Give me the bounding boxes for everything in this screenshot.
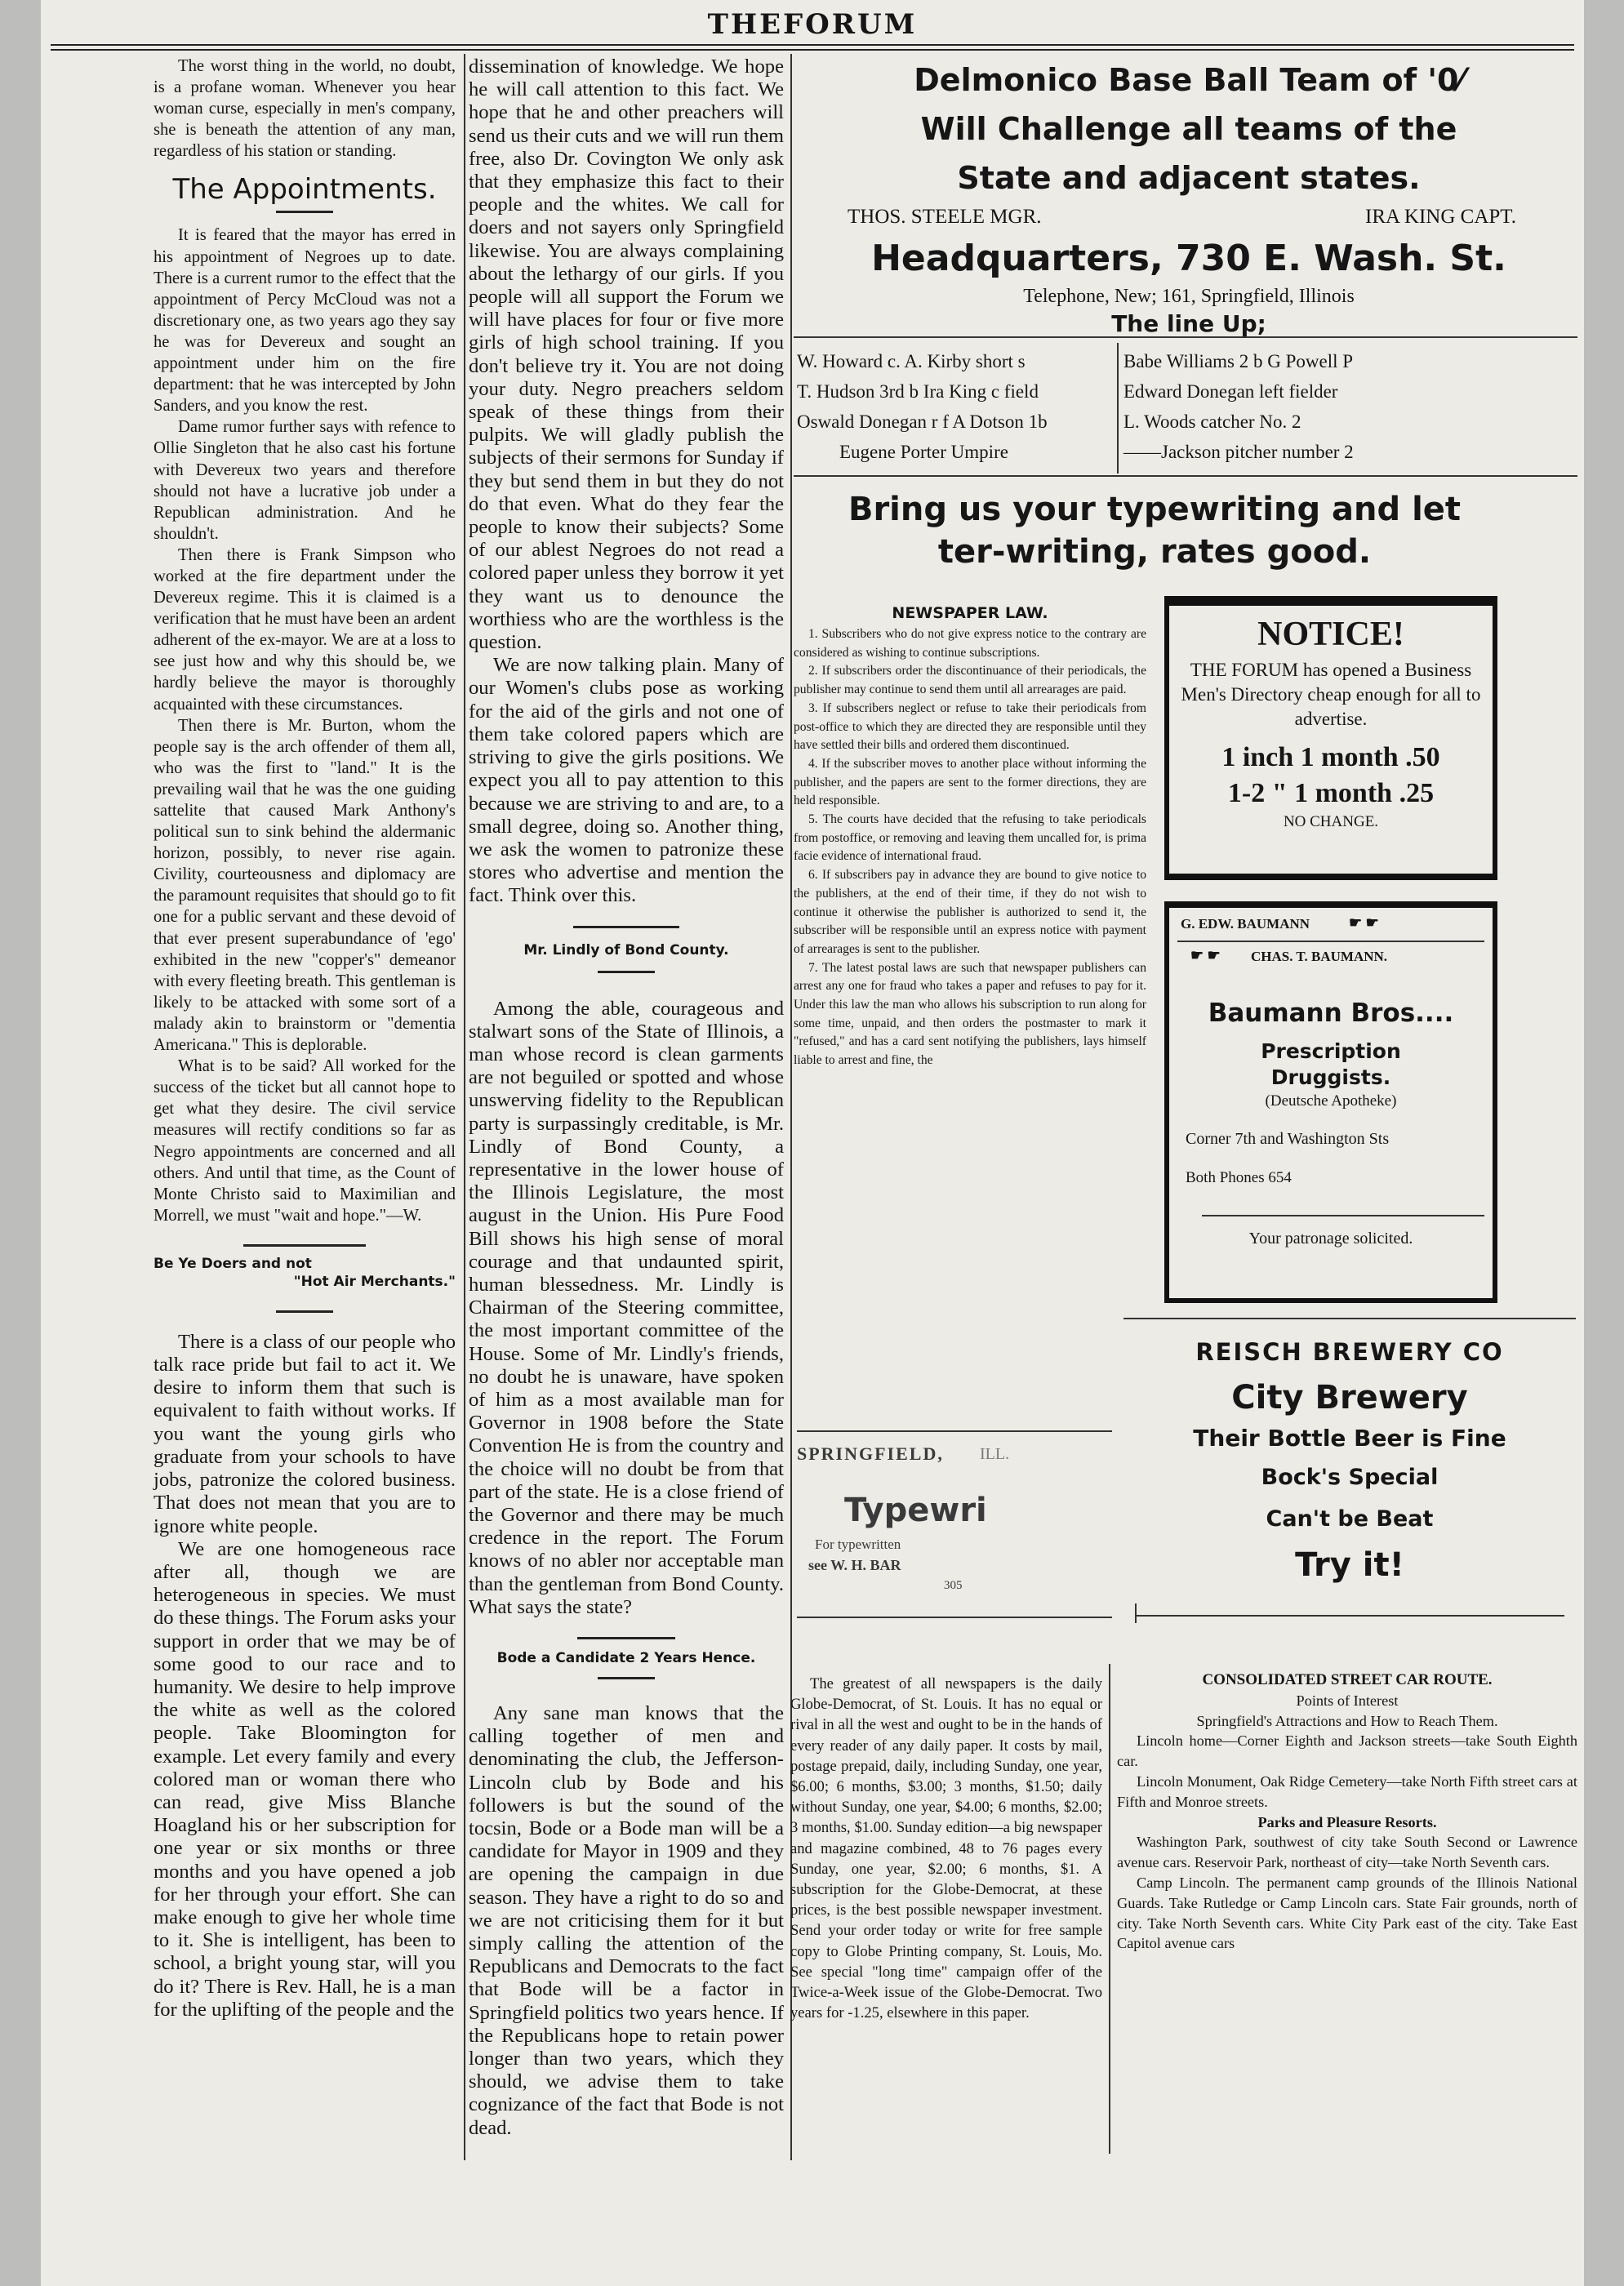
baumann-address: Corner 7th and Washington Sts [1186, 1130, 1390, 1148]
law-item: 6. If subscribers pay in advance they are bound to give notice to the publishers, at the end of their time, if they do not wish to continue it otherwise the publisher is authorized to send it, the subscriber will be responsible until an express notice with payment of arrearages is sent to the publisher. [794, 868, 1146, 956]
law-item: 7. The latest postal laws are such that newspaper publishers can arrest any one for fraud who takes a paper and refuses to pay for it. Under this law the man who allows his subscription to run along for some time, unpaid, and then orders the postmaster to mark it "refused," and has a card sent notifying the publishers, lays himself liable to arrest and fine, the [794, 960, 1146, 1068]
lineup-entry: W. Howard c. A. Kirby short s [797, 351, 1026, 371]
baseball-ad [797, 54, 1581, 338]
lineup-left [797, 346, 1115, 467]
pointer-icon: ☛ ☛ [1190, 947, 1221, 963]
divider [797, 1617, 1112, 1618]
divider [797, 1430, 1112, 1432]
appointments-headline: The Appointments. [172, 173, 437, 207]
lindly-para: Among the able, courageous and stalwart sons of the State of Illinois, a man whose record is clean garments are not beguiled or spotted and whose unswerving fidelity to the Republican party is surpassingly creditable, is Mr. Lindly of Bond County, a representative in the lower house of the Illinois Legislature, the most august in the Union. His Pure Food Bill shows his high sense of moral courage and that undaunted spirit, human blessedness. Mr. Lindly is Chairman of the Steering committee, the most important committee of the House. Some of Mr. Lindly's friends, no doubt he is unaware, have spoken of him as a most available man for Governor in 1908 before the State Convention He is from the country and the choice will no doubt be from that part of the state. He is a close friend of the Governor and there may be much credence in the report. The Forum knows of no abler nor acceptable man than the gentleman from Bond County. What says the state? [469, 997, 784, 1618]
lineup-entry: Eugene Porter Umpire [839, 442, 1008, 462]
springfield-ad-line-2: Typewri [844, 1492, 987, 1529]
baumann-patronage: Your patronage solicited. [1248, 1230, 1413, 1248]
divider [1135, 1615, 1564, 1617]
lindly-headline: Mr. Lindly of Bond County. [523, 941, 729, 958]
street-car-sub-2: Springfield's Attractions and How to Reach Them. [1196, 1712, 1498, 1729]
lineup-entry: Babe Williams 2 b G Powell P [1123, 351, 1354, 371]
lineup-title: The line Up; [1111, 310, 1266, 337]
springfield-ad-line-4: see W. H. BAR [808, 1557, 901, 1573]
street-car-item: Lincoln Monument, Oak Ridge Cemetery—take North Fifth street cars at Fifth and Monroe streets. [1117, 1772, 1577, 1810]
lineup-entry: L. Woods catcher No. 2 [1123, 411, 1301, 432]
brewery-ad [1123, 1336, 1576, 1590]
captain: IRA KING CAPT. [1365, 206, 1516, 228]
divider [577, 1637, 675, 1639]
headquarters: Headquarters, 730 E. Wash. St. [871, 238, 1506, 279]
lineup-rule-bottom [794, 475, 1577, 477]
doers-continued: dissemination of knowledge. We hope he will call attention to this fact. We hope that he and other preachers will send us their cuts and we will run them free, also Dr. Covington We only ask that they emphasize this fact to their people and the whites. We call for doers and not sayers only Springfield likewise. You are always complaining about the lethargy of our girls. If you people will all support the Forum we will have places for four or five more girls of high school training. If you don't believe try it. You are not doing your duty. Negro preachers seldom speak of these things from their pulpits. We will gladly publish the subjects of their sermons for Sunday if they but send them in but they do not do that even. What do they fear the people to know their subjects? Some of our ablest Negroes do not read a colored paper unless they borrow it yet they want us to denounce the worthiess who are the worthless is the question. [469, 56, 784, 654]
divider [276, 1310, 333, 1313]
lineup-entry: T. Hudson 3rd b Ira King c field [797, 381, 1039, 402]
street-car-sub-1: Points of Interest [1296, 1692, 1399, 1709]
bode-headline: Bode a Candidate 2 Years Hence. [496, 1650, 756, 1666]
divider [243, 1244, 366, 1247]
doers-para: There is a class of our people who talk race pride but fail to act it. We desire to inform them that such is equivalent to faith without works. If you want the young girls who graduate from your schools to have jobs, patronize the colored business. That does not mean that you are to ignore white people. [154, 1330, 456, 1537]
divider [598, 971, 655, 973]
brewery-line-6: Try it! [1295, 1546, 1404, 1584]
law-item: 2. If subscribers order the discontinuance of their periodicals, the publisher may continue to send them until all arrearages are paid. [794, 664, 1146, 697]
globe-democrat-text: The greatest of all newspapers is the daily Globe-Democrat, of St. Louis. It has no equal or rival in all the west and ought to be in the hands of every reader of any daily paper. It costs by mail, postage prepaid, daily, including Sunday, one year, $6.00; 6 months, $3.00; 3 months, $1.50; daily without Sunday, one year, $4.00; 6 months, $2.00; 3 months, $1.00. Sunday edition—a big newspaper and magazine combined, 48 to 76 pages every Sunday, one year, $2.00; 6 months, $1. A subscription for the Globe-Democrat, at these prices, is the best possible newspaper investment. Send your order today or write for free sample copy to Globe Printing company, St. Louis, Mo. See special "long time" campaign offer of the Twice-a-Week issue of the Globe-Democrat. Two years for -1.25, elsewhere in this paper. [790, 1675, 1102, 2022]
column-rule-1 [464, 54, 465, 2160]
law-item: 5. The courts have decided that the refusing to take periodicals from postoffice, or removing and leaving them uncalled for, is prima facie evidence of international fraud. [794, 812, 1146, 864]
doers-para: We are one homogeneous race after all, though we are heterogeneous in species. We must do these things. The Forum asks your support in order that we may be of some good to our race and to humanity. We desire to help improve the white as well as the colored people. Take Bloomington for example. Let every family and every colored man or woman there who can read, give Miss Blanche Hoagland his or her subscription for one year or six months or three months and you have opened a job for her through your effort. She can make enough to give her whole time to it. She is intelligent, has been to school, a bright young star, will you do it? There is Rev. Hall, he is a man for the uplifting of the people and the [154, 1537, 456, 2021]
typewriting-line-1: Bring us your typewriting and let [848, 491, 1462, 528]
lineup-rule-top [794, 336, 1577, 338]
baumann-firm: Baumann Bros.... [1208, 998, 1454, 1028]
no-change: NO CHANGE. [1283, 813, 1379, 830]
parks-heading: Parks and Pleasure Resorts. [1257, 1813, 1437, 1830]
column-rule-3 [1109, 1664, 1110, 2154]
baseball-line-1: Delmonico Base Ball Team of '0⁄ [914, 62, 1464, 98]
divider [1123, 1318, 1576, 1319]
column-2 [469, 56, 784, 2140]
baseball-line-3: State and adjacent states. [957, 160, 1421, 196]
brewery-line-5: Can't be Beat [1266, 1506, 1434, 1532]
baumann-line-1: Prescription [1261, 1039, 1401, 1063]
divider [573, 926, 679, 928]
notice-box [1164, 596, 1497, 880]
profane-woman-item: The worst thing in the world, no doubt, is a profane woman. Whenever you hear woman curse, especially in men's company, she is beneath the attention of any man, regardless of his station or standing. [154, 57, 456, 161]
springfield-ad-line-1b: ILL. [980, 1445, 1010, 1463]
column-1 [154, 56, 456, 2021]
street-car-item: Lincoln home—Corner Eighth and Jackson streets—take South Eighth car. [1117, 1732, 1577, 1770]
bode-para: Any sane man knows that the calling together of men and denominating the club, the Jefferson-Lincoln club by Bode and his followers is but the sound of the tocsin, Bode or a Bode man will be a candidate for Mayor in 1909 and they are opening the campaign in due season. They have a right to do so and we are not criticising them for it but simply calling the attention of the Republicans and Democrats to the fact that Bode will be a factor in Springfield politics two years hence. If the Republicans hope to retain power longer than two years, which they should, we advise them to take cognizance of the fact that Bode is not dead. [469, 1702, 784, 2139]
notice-title: NOTICE! [1257, 616, 1404, 653]
baumann-box [1164, 901, 1497, 1303]
rate-2: 1-2 " 1 month .25 [1227, 778, 1435, 808]
doers-headline-2: "Hot Air Merchants." [293, 1273, 456, 1290]
newspaper-law-title: NEWSPAPER LAW. [892, 604, 1048, 622]
appointments-para: It is feared that the mayor has erred in his appointment of Negroes up to date. There is a current rumor to the effect that the appointment of Percy McCloud was not a discretionary one, as two years ago they say he was for Devereux and sought an appointment under him on the fire department: that he was intercepted by John Sanders, and you know the rest. [154, 226, 456, 416]
divider [1202, 1215, 1484, 1216]
law-item: 3. If subscribers neglect or refuse to take their periodicals from post-office to which they are directed they are responsible until they have settled their bills and ordered them discontinued. [794, 700, 1146, 753]
appointments-para: Dame rumor further says with refence to Ollie Singleton that he also cast his fortune with Devereux two years and therefore should not have a lucrative job under a Republican administration. And he shouldn't. [154, 418, 456, 543]
newspaper-page [41, 0, 1584, 2286]
manager: THOS. STEELE MGR. [848, 206, 1042, 228]
springfield-ad-line-3: For typewritten [815, 1537, 901, 1552]
street-car-title: CONSOLIDATED STREET CAR ROUTE. [1202, 1671, 1493, 1688]
law-item: 1. Subscribers who do not give express notice to the contrary are considered as wishing to continue subscriptions. [794, 627, 1146, 660]
street-car-route [1117, 1670, 1577, 1954]
baseball-line-2: Will Challenge all teams of the [920, 111, 1457, 147]
baumann-line-3: (Deutsche Apotheke) [1265, 1092, 1397, 1110]
divider [1135, 1603, 1137, 1623]
baumann-line-2: Druggists. [1270, 1065, 1391, 1089]
doers-headline-1: Be Ye Doers and not [154, 1255, 312, 1272]
lineup-right [1123, 346, 1576, 467]
lineup-entry: ——Jackson pitcher number 2 [1123, 442, 1354, 462]
street-car-item: Washington Park, southwest of city take South Second or Lawrence avenue cars. Reservoir Park, northeast of city—take North Seventh cars. [1117, 1834, 1577, 1871]
lineup-divider [1117, 343, 1119, 474]
appointments-para: Then there is Mr. Burton, whom the people say is the arch offender of them all, who was the first to "land." It is the prevailing wail that he was the one guiding sattelite that caused Mark Anthony's political sun to sink behind the aldermanic horizon, possibly, to never rise again. Civility, courteousness and diplomacy are the paramount requisites that should go to fit one for a public servant and these devoid of that ever present superabundance of 'ego' exhibited in the new "copper's" demeanor with every fleeting breath. This gentleman is likely to be attacked with some sort of a malady akin to brainstorm or "dementia Americana." This is deplorable. [154, 716, 456, 1055]
divider [276, 211, 333, 213]
brewery-line-2: City Brewery [1231, 1379, 1468, 1417]
newspaper-law [794, 603, 1146, 1070]
street-car-item: Camp Lincoln. The permanent camp grounds of the Illinois National Guards. Take Rutledge or Camp Lincoln cars. State Fair grounds, north of city. Take North Seventh cars. White City Park east of the city. Take East Capitol avenue cars [1117, 1874, 1577, 1952]
law-item: 4. If the subscriber moves to another place without informing the publisher, and the papers are sent to the former directions, they are held responsible. [794, 756, 1146, 808]
springfield-typewriter-ad [797, 1440, 1112, 1628]
typewriting-line-2: ter-writing, rates good. [937, 533, 1372, 571]
notice-body: THE FORUM has opened a Business Men's Directory cheap enough for all to advertise. [1181, 660, 1481, 729]
telephone: Telephone, New; 161, Springfield, Illinois [1023, 286, 1355, 307]
appointments-para: What is to be said? All worked for the success of the ticket but all cannot hope to get what they desire. The civil service measures will rectify conditions so far as Negro appointments are concerned and all others. And until that time, as the Count of Monte Christo said to Maximilian and Morrell, we must "wait and hope."—W. [154, 1057, 456, 1225]
divider [598, 1677, 655, 1679]
springfield-ad-line-1: SPRINGFIELD, [797, 1443, 944, 1464]
baumann-name-2: CHAS. T. BAUMANN. [1251, 949, 1388, 964]
masthead: THEFORUM [707, 8, 918, 41]
baumann-phones: Both Phones 654 [1186, 1169, 1292, 1186]
baumann-name-1: G. EDW. BAUMANN [1181, 916, 1310, 932]
masthead-rule-top [51, 44, 1574, 46]
globe-democrat-ad [790, 1674, 1102, 2023]
rate-1: 1 inch 1 month .50 [1221, 742, 1440, 772]
brewery-line-1: REISCH BREWERY CO [1195, 1338, 1504, 1366]
pointer-icon: ☛ ☛ [1349, 914, 1379, 931]
masthead-rule-bottom [51, 49, 1574, 51]
brewery-line-4: Bock's Special [1261, 1465, 1439, 1490]
brewery-line-3: Their Bottle Beer is Fine [1193, 1425, 1506, 1452]
appointments-para: Then there is Frank Simpson who worked at the fire department under the Devereux regime. This it is claimed is a verification that he must have been an ardent adherent of the ex-mayor. We are at a loss to see just how and why this should be, we hardly believe the mayor is thoroughly acquainted with these circumstances. [154, 545, 456, 714]
lineup-entry: Oswald Donegan r f A Dotson 1b [797, 411, 1048, 432]
typewriting-ad [797, 488, 1512, 573]
lineup-entry: Edward Donegan left fielder [1123, 381, 1338, 402]
springfield-ad-line-5: 305 [944, 1579, 963, 1592]
womens-clubs-para: We are now talking plain. Many of our Women's clubs pose as working for the aid of the girls and not one of them take colored papers which are striving to give the girls positions. We expect you all to pay attention to this because we are striving to and are, to a small degree, doing so. Another thing, we ask the women to patronize these stores who advertise and mention the fact. Think over this. [469, 654, 784, 907]
